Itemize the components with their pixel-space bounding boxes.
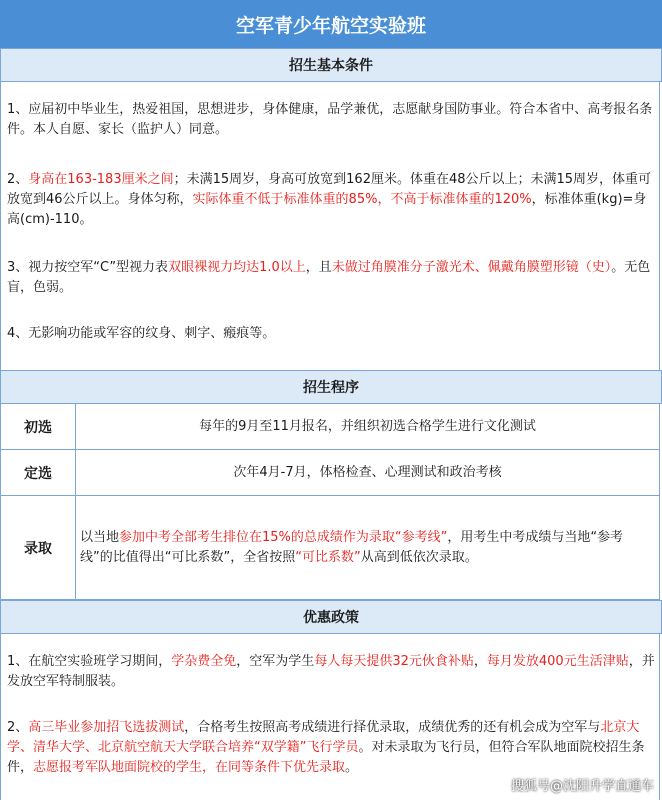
watermark: 搜狐号@沈阳升学直通车 bbox=[510, 779, 654, 794]
condition-2 bbox=[7, 170, 655, 230]
policy-2-text-2: 。对未录取为飞行员，但符合军队地面院校招生条件， bbox=[7, 740, 645, 775]
policy-1-text: 1、在航空实验班学习期间， bbox=[7, 654, 172, 669]
policy-1-meal: 每人每天提供32元伙食补贴 bbox=[314, 654, 474, 669]
admission-text-2: ，用考生中考成绩与当地“参考线”的比值得出“可比系数”，全省按照 bbox=[80, 529, 624, 565]
condition-4 bbox=[7, 324, 655, 344]
policy-1-comma: ， bbox=[473, 654, 487, 669]
policy-1-tuition: 学杂费全免 bbox=[171, 654, 237, 669]
condition-3-tail: 。无色盲，色弱。 bbox=[7, 260, 651, 295]
section-heading-policy: 优惠政策 bbox=[0, 600, 662, 634]
procedure-label: 定选 bbox=[1, 450, 76, 495]
procedure-label: 录取 bbox=[1, 496, 76, 599]
condition-2-weight: 实际体重不低于标准体重的85%，不高于标准体重的120% bbox=[192, 192, 532, 207]
procedure-text: 次年4月-7月，体格检查、心理测试和政治考核 bbox=[233, 464, 502, 480]
condition-2-num: 2、 bbox=[7, 172, 29, 187]
policy-1-text-2: ，空军为学生 bbox=[236, 654, 315, 669]
condition-2-text: ；未满15周岁，身高可放宽到162厘米。体重在48公斤以上；未满15周岁，体重可放宽到46公斤以上。身体匀称， bbox=[7, 172, 652, 207]
condition-4-text: 4、无影响功能或军容的纹身、刺字、瘢痕等。 bbox=[7, 326, 276, 341]
policy-2-num: 2、 bbox=[7, 720, 29, 735]
condition-1-text: 1、应届初中毕业生，热爱祖国，思想进步，身体健康，品学兼优，志愿献身国防事业。符合本省中、高考报名条件。本人自愿、家长（监护人）同意。 bbox=[7, 102, 653, 137]
policy-1 bbox=[7, 652, 655, 692]
condition-3-text: 3、视力按空军“C”型视力表 bbox=[7, 260, 169, 275]
page-title: 空军青少年航空实验班 bbox=[0, 0, 662, 49]
condition-1 bbox=[7, 100, 655, 140]
condition-3-surgery: 未做过角膜准分子激光术、佩戴角膜塑形镜（史） bbox=[331, 260, 612, 275]
admission-highlight-2: “可比系数” bbox=[295, 549, 361, 565]
policy-1-tail: ，并发放空军特制服装。 bbox=[7, 654, 655, 689]
policy-2-text: ，合格考生按照高考成绩进行择优录取，成绩优秀的还有机会成为空军与 bbox=[184, 720, 601, 735]
policy-2 bbox=[7, 718, 655, 778]
procedure-text bbox=[76, 496, 659, 599]
condition-3 bbox=[7, 258, 655, 298]
procedure-row-initial bbox=[0, 404, 660, 450]
condition-2-formula: ，标准体重(kg)=身高(cm)-110。 bbox=[7, 192, 647, 227]
condition-3-and: ，且 bbox=[305, 260, 332, 275]
procedure-row-admission bbox=[0, 496, 660, 600]
condition-3-vision: 双眼裸视力均达1.0以上 bbox=[168, 260, 306, 275]
policy-2-tail: 。 bbox=[345, 760, 359, 775]
policy-1-allowance: 每月发放400元生活津贴 bbox=[486, 654, 629, 669]
basic-conditions-block bbox=[0, 82, 660, 370]
section-heading-procedure: 招生程序 bbox=[0, 370, 662, 404]
admission-highlight-1: 参加中考全部考生排位在15%的总成绩作为录取“参考线” bbox=[119, 529, 448, 545]
section-heading-basic: 招生基本条件 bbox=[0, 48, 662, 82]
policy-2-test: 高三毕业参加招飞选拔测试 bbox=[28, 720, 185, 735]
condition-2-height: 身高在163-183厘米之间 bbox=[28, 172, 174, 187]
policy-2-priority: 志愿报考军队地面院校的学生，在同等条件下优先录取 bbox=[33, 760, 346, 775]
admission-text-1: 以当地 bbox=[80, 529, 120, 545]
admission-text-3: 从高到低依次录取。 bbox=[360, 549, 478, 565]
procedure-label: 初选 bbox=[1, 404, 76, 449]
procedure-row-final bbox=[0, 450, 660, 496]
procedure-text: 每年的9月至11月报名，并组织初选合格学生进行文化测试 bbox=[199, 418, 536, 434]
policy-2-universities: 北京大学、清华大学、北京航空航天大学联合培养“双学籍”飞行学员 bbox=[7, 720, 640, 755]
